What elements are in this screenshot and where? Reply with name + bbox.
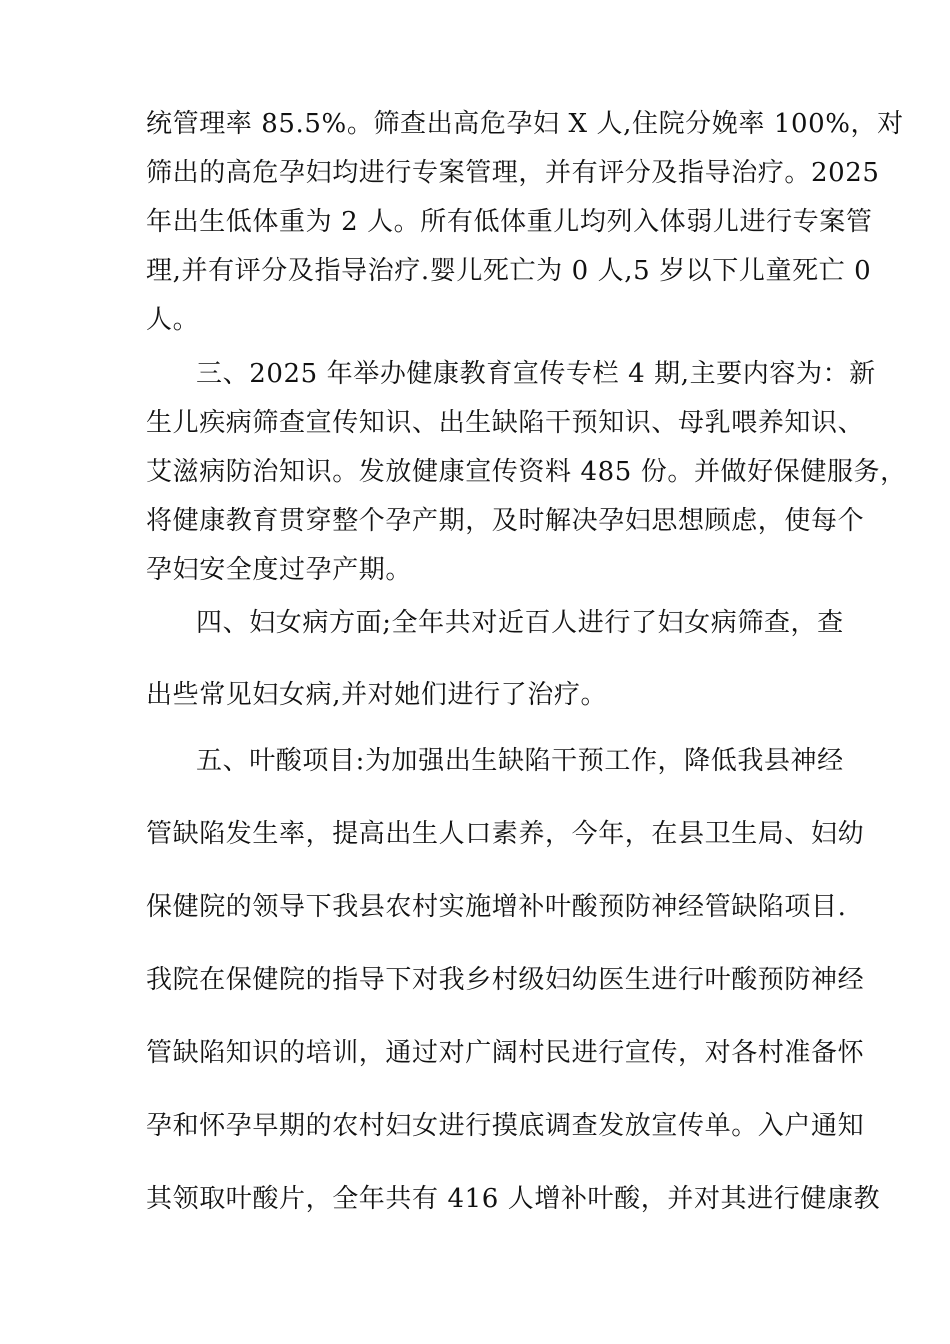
- paragraph-line: 其领取叶酸片，全年共有 416 人增补叶酸，并对其进行健康教: [146, 1184, 881, 1214]
- paragraph-line: 保健院的领导下我县农村实施增补叶酸预防神经管缺陷项目.: [146, 892, 847, 922]
- paragraph-line: 理,并有评分及指导治疗.婴儿死亡为 0 人,5 岁以下儿童死亡 0: [146, 256, 872, 286]
- section-three-heading-line: 三、2025 年举办健康教育宣传专栏 4 期,主要内容为：新: [196, 359, 876, 389]
- paragraph-line: 人。: [146, 305, 200, 335]
- paragraph-line: 我院在保健院的指导下对我乡村级妇幼医生进行叶酸预防神经: [146, 965, 865, 995]
- section-four-heading-line: 四、妇女病方面;全年共对近百人进行了妇女病筛查，查: [196, 608, 844, 638]
- paragraph-line: 管缺陷发生率，提高出生人口素养，今年，在县卫生局、妇幼: [146, 819, 865, 849]
- paragraph-line: 艾滋病防治知识。发放健康宣传资料 485 份。并做好保健服务，: [146, 457, 907, 487]
- paragraph-line: 孕和怀孕早期的农村妇女进行摸底调查发放宣传单。入户通知: [146, 1111, 865, 1141]
- paragraph-line: 出些常见妇女病,并对她们进行了治疗。: [146, 680, 608, 710]
- paragraph-line: 将健康教育贯穿整个孕产期，及时解决孕妇思想顾虑，使每个: [146, 506, 865, 536]
- paragraph-line: 生儿疾病筛查宣传知识、出生缺陷干预知识、母乳喂养知识、: [146, 408, 865, 438]
- paragraph-line: 统管理率 85.5%。筛查出高危孕妇 X 人,住院分娩率 100%，对: [146, 109, 904, 139]
- paragraph-line: 年出生低体重为 2 人。所有低体重儿均列入体弱儿进行专案管: [146, 207, 873, 237]
- section-five-heading-line: 五、叶酸项目:为加强出生缺陷干预工作，降低我县神经: [196, 746, 844, 776]
- paragraph-line: 孕妇安全度过孕产期。: [146, 555, 413, 585]
- paragraph-line: 管缺陷知识的培训，通过对广阔村民进行宣传，对各村准备怀: [146, 1038, 865, 1068]
- paragraph-line: 筛出的高危孕妇均进行专案管理，并有评分及指导治疗。2025: [146, 158, 880, 188]
